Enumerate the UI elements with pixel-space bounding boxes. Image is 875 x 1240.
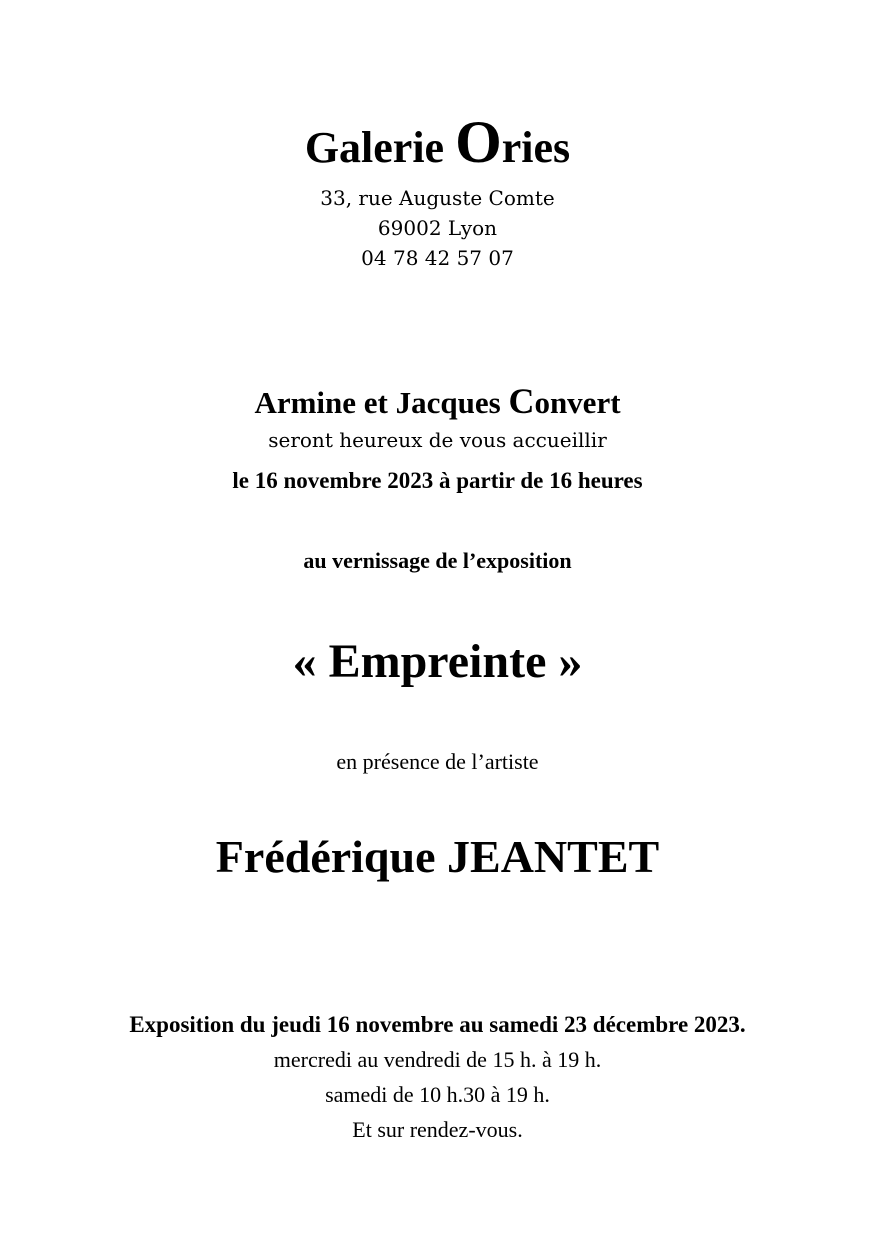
opening-text: au vernissage de l’exposition bbox=[303, 548, 572, 573]
artist-name: Frédérique JEANTET bbox=[215, 831, 660, 882]
gallery-city: 69002 Lyon bbox=[377, 216, 498, 240]
gallery-name-prefix: Galerie bbox=[304, 123, 456, 172]
hosts-surname-initial: C bbox=[508, 381, 535, 421]
gallery-street-address: 33, rue Auguste Comte bbox=[320, 186, 555, 210]
welcome-text: seront heureux de vous accueillir bbox=[268, 428, 607, 452]
gallery-name bbox=[0, 109, 875, 175]
hosts-names bbox=[0, 383, 875, 419]
opening-datetime: le 16 novembre 2023 à partir de 16 heures bbox=[232, 468, 643, 493]
hosts-first-names: Armine et Jacques bbox=[254, 385, 509, 420]
appointment-note: Et sur rendez-vous. bbox=[352, 1117, 523, 1142]
saturday-hours: samedi de 10 h.30 à 19 h. bbox=[325, 1082, 550, 1107]
gallery-name-suffix: ries bbox=[501, 123, 571, 172]
gallery-phone: 04 78 42 57 07 bbox=[361, 246, 514, 270]
exhibition-title: « Empreinte » bbox=[292, 635, 583, 688]
hosts-surname-rest: onvert bbox=[534, 385, 621, 420]
exhibition-dates: Exposition du jeudi 16 novembre au samedi 23 décembre 2023. bbox=[129, 1012, 746, 1037]
artist-presence-text: en présence de l’artiste bbox=[336, 749, 539, 774]
weekday-hours: mercredi au vendredi de 15 h. à 19 h. bbox=[273, 1047, 602, 1072]
gallery-name-initial: O bbox=[455, 109, 502, 175]
